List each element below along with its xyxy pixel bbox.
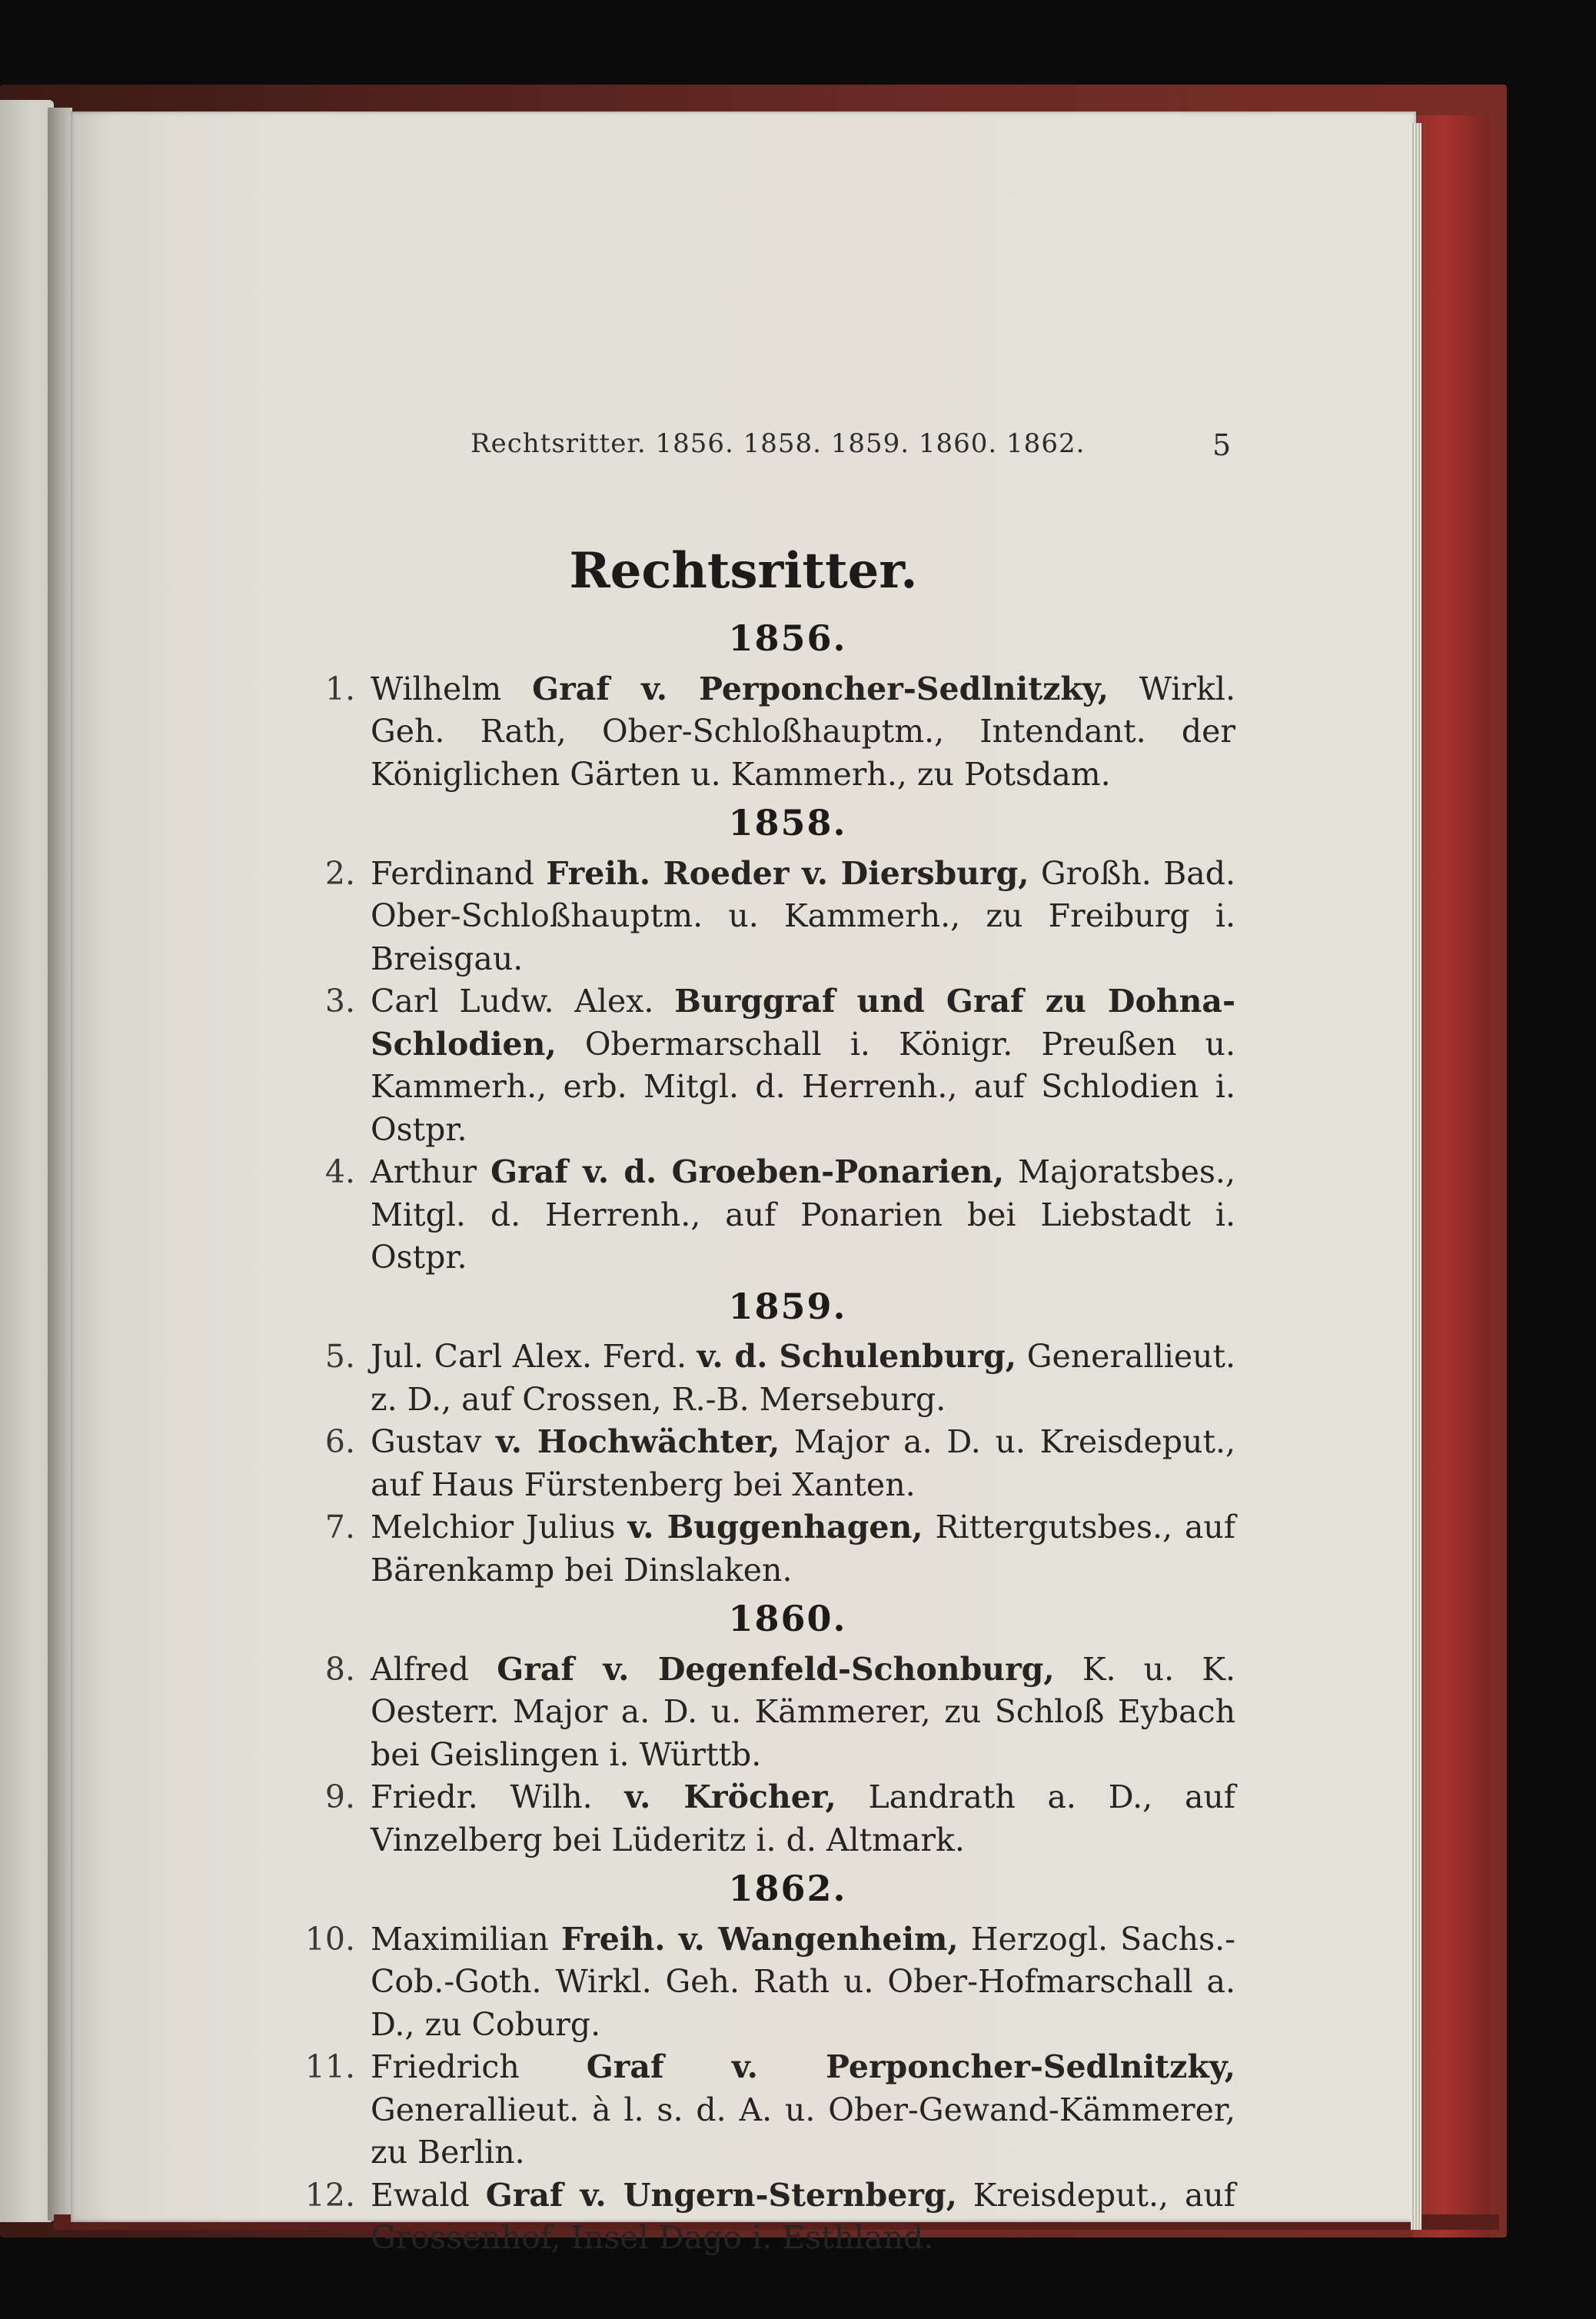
entry-details: Generallieut. z. D., auf Crossen, R.-B. Merseburg. — [371, 1338, 1236, 1418]
entry-details: Herzogl. Sachs.-Cob.-Goth. Wirkl. Geh. Rath u. Ober-Hofmarschall a. D., zu Coburg. — [371, 1920, 1235, 2043]
book-gutter — [48, 108, 72, 2221]
entry-number: 1. — [324, 670, 355, 707]
list-item — [294, 2046, 1235, 2174]
list-item — [294, 1649, 1235, 1777]
list-item — [294, 1151, 1235, 1279]
entry-given-name: Maximilian — [371, 1920, 561, 1958]
list-item — [294, 1336, 1235, 1421]
entry-details: Generallieut. à l. s. d. A. u. Ober-Gewand-Kämmerer, zu Berlin. — [371, 2091, 1235, 2171]
entry-given-name: Melchior Julius — [371, 1509, 628, 1545]
list-item — [294, 980, 1235, 1151]
entry-details: Kreisdeput., auf Grossenhof, Insel Dago i. Esthland. — [371, 2176, 1235, 2256]
entry-given-name: Gustav — [371, 1423, 496, 1460]
entry-number: 12. — [304, 2176, 355, 2214]
entry-family-name: Graf v. Ungern-Sternberg, — [485, 2176, 957, 2214]
entry-given-name: Ewald — [371, 2176, 486, 2214]
entry-details: Major a. D. u. Kreisdeput., auf Haus Fürstenberg bei Xanten. — [371, 1423, 1236, 1503]
list-item — [294, 1918, 1235, 2047]
year-heading: 1859. — [728, 1285, 847, 1327]
list-item — [294, 668, 1235, 797]
entry-number: 11. — [304, 2048, 355, 2085]
year-heading: 1860. — [728, 1598, 847, 1639]
entry-number: 5. — [324, 1338, 355, 1375]
page-number: 5 — [1212, 428, 1232, 462]
entry-family-name: Graf v. Degenfeld-Schonburg, — [497, 1650, 1055, 1688]
entry-given-name: Wilhelm — [371, 670, 533, 707]
entry-number: 7. — [324, 1509, 355, 1545]
entry-number: 9. — [324, 1778, 355, 1815]
entry-family-name: Freih. v. Wangenheim, — [560, 1920, 959, 1958]
entry-family-name: Freih. Roeder v. Diersburg, — [546, 854, 1029, 892]
entry-family-name: v. d. Schulenburg, — [697, 1338, 1017, 1375]
book-page — [71, 111, 1416, 2256]
entry-number: 4. — [324, 1153, 355, 1190]
entry-given-name: Jul. Carl Alex. Ferd. — [371, 1338, 697, 1375]
entry-number: 6. — [324, 1423, 355, 1460]
entry-number: 10. — [304, 1920, 355, 1958]
entry-family-name: Graf v. Perponcher-Sedlnitzky, — [532, 670, 1109, 707]
entry-family-name: Graf v. d. Groeben-Ponarien, — [490, 1153, 1004, 1190]
list-item — [294, 2174, 1235, 2260]
entry-details: Wirkl. Geh. Rath, Ober-Schloßhauptm., Intendant. der Königlichen Gärten u. Kammerh., zu Potsdam. — [371, 670, 1235, 793]
entry-given-name: Ferdinand — [371, 854, 547, 892]
entry-family-name: Burggraf und Graf zu Dohna-Schlodien, — [371, 983, 1235, 1063]
entry-details: Obermarschall i. Königr. Preußen u. Kammerh., erb. Mitgl. d. Herrenh., auf Schlodien i. Ostpr. — [371, 1025, 1235, 1148]
entry-details: Landrath a. D., auf Vinzelberg bei Lüderitz i. d. Altmark. — [371, 1778, 1235, 1858]
entry-family-name: v. Buggenhagen, — [627, 1509, 923, 1545]
list-item — [294, 1421, 1235, 1506]
entry-family-name: v. Kröcher, — [624, 1778, 836, 1815]
entry-given-name: Arthur — [371, 1153, 491, 1190]
page-title: Rechtsritter. — [569, 542, 918, 600]
year-heading: 1862. — [728, 1868, 847, 1909]
list-item — [294, 853, 1235, 981]
year-heading: 1856. — [728, 617, 847, 659]
page-stack-edge — [1411, 123, 1421, 2230]
year-heading: 1858. — [728, 802, 847, 843]
entry-given-name: Friedrich — [371, 2048, 587, 2085]
entry-details: Rittergutsbes., auf Bärenkamp bei Dinslaken. — [371, 1509, 1236, 1589]
entry-details: Majoratsbes., Mitgl. d. Herrenh., auf Ponarien bei Liebstadt i. Ostpr. — [371, 1153, 1235, 1276]
entry-list — [294, 611, 1235, 2260]
entry-given-name: Friedr. Wilh. — [371, 1778, 625, 1815]
running-header: Rechtsritter. 1856. 1858. 1859. 1860. 1862. — [470, 428, 1086, 459]
entry-details: Großh. Bad. Ober-Schloßhauptm. u. Kammerh., zu Freiburg i. Breisgau. — [371, 854, 1236, 977]
book-binding-edge — [1413, 115, 1490, 2237]
list-item — [294, 1506, 1235, 1592]
entry-number: 3. — [324, 983, 355, 1020]
entry-number: 8. — [324, 1650, 355, 1688]
entry-given-name: Alfred — [371, 1650, 497, 1688]
entry-details: K. u. K. Oesterr. Major a. D. u. Kämmerer, zu Schloß Eybach bei Geislingen i. Württb. — [371, 1650, 1235, 1773]
left-page-edge — [0, 100, 54, 2222]
entry-family-name: v. Hochwächter, — [496, 1423, 780, 1460]
entry-family-name: Graf v. Perponcher-Sedlnitzky, — [586, 2048, 1235, 2085]
entry-number: 2. — [324, 854, 355, 892]
list-item — [294, 1776, 1235, 1862]
entry-given-name: Carl Ludw. Alex. — [371, 983, 675, 1020]
